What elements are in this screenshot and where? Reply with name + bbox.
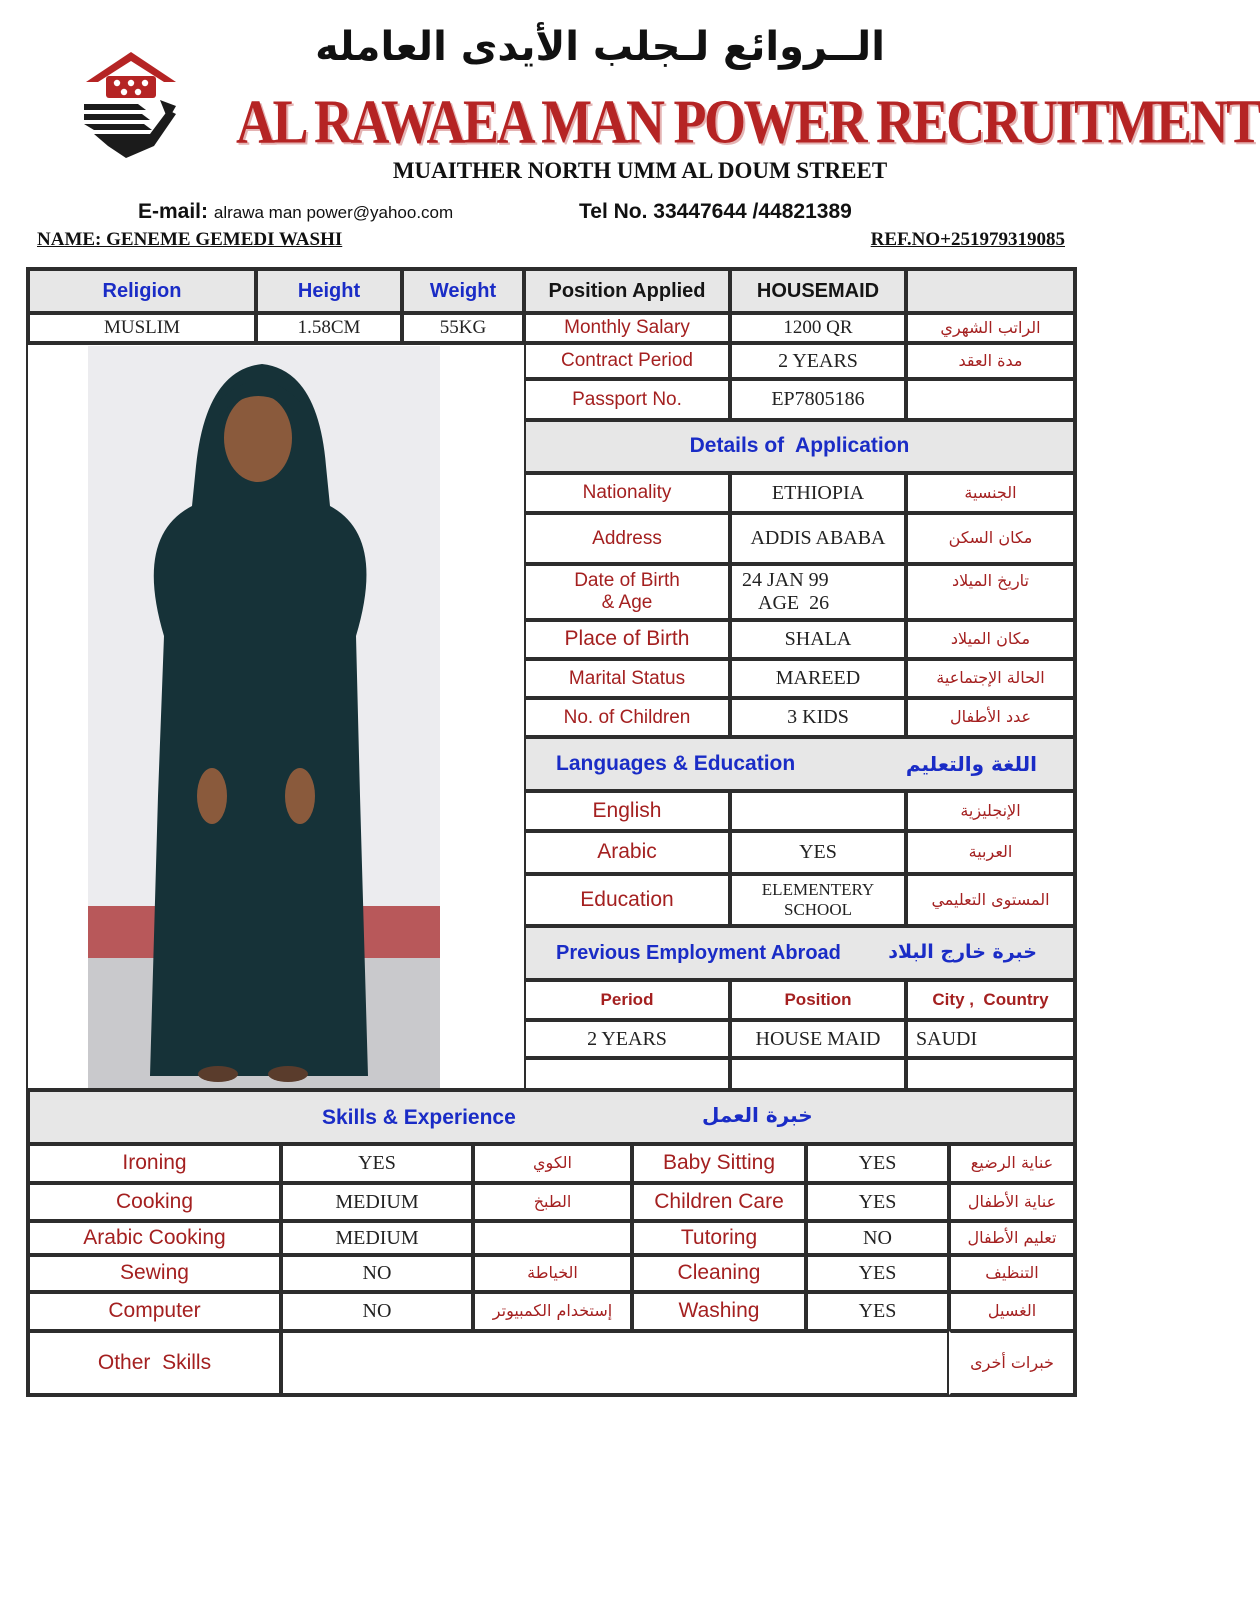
skill-label: Sewing [28,1255,281,1292]
passport-label: Passport No. [524,379,730,420]
employment-city-header: City , Country [906,980,1075,1020]
skill-value: NO [281,1255,473,1292]
skill-label-arabic: الغسيل [949,1292,1075,1331]
telephone: Tel No. 33447644 /44821389 [579,200,852,223]
company-name-arabic: الــروائع لـجلب الأيدى العامله [315,24,885,70]
weight-value: 55KG [402,313,524,343]
contract-period-arabic: مدة العقد [906,343,1075,379]
previous-employment-heading [524,926,1075,980]
skill-value: MEDIUM [281,1183,473,1221]
salary-value: 1200 QR [730,313,906,343]
languages-education-title-arabic: اللغة والتعليم [905,751,1037,776]
dob-value [730,564,906,620]
dob-date: 24 JAN 99 [742,569,829,591]
skill-value: YES [806,1292,949,1331]
skill-value: MEDIUM [281,1221,473,1255]
other-skills-value [281,1331,949,1395]
other-skills-arabic: خبرات أخرى [949,1331,1075,1395]
skill-value: YES [281,1144,473,1183]
skill-label-arabic: الخياطة [473,1255,632,1292]
skill-label-arabic: الكوي [473,1144,632,1183]
english-value [730,791,906,831]
company-address: MUAITHER NORTH UMM AL DOUM STREET [392,158,888,183]
employment-period-header: Period [524,980,730,1020]
company-logo [80,50,182,162]
dob-label-line2: & Age [601,592,653,613]
arabic-label: Arabic [524,831,730,874]
skill-label: Ironing [28,1144,281,1183]
marital-status-value: MAREED [730,659,906,698]
dob-arabic: تاريخ الميلاد [906,564,1075,620]
employment-empty-cell [906,1058,1075,1090]
skill-label-arabic: إستخدام الكمبيوتر [473,1292,632,1331]
skill-label: Computer [28,1292,281,1331]
arabic-value: YES [730,831,906,874]
marital-status-label: Marital Status [524,659,730,698]
children-arabic: عدد الأطفال [906,698,1075,737]
candidate-photo [88,346,440,1088]
reference-number: REF.NO+251979319085 [870,229,1065,250]
empty-header-cell [906,269,1075,313]
languages-education-heading [524,737,1075,791]
address-value: ADDIS ABABA [730,513,906,564]
religion-value: MUSLIM [28,313,256,343]
employment-period-value: 2 YEARS [524,1020,730,1058]
address-label: Address [524,513,730,564]
nationality-arabic: الجنسية [906,473,1075,513]
previous-employment-title: Previous Employment Abroad [556,941,841,964]
skill-label-arabic: تعليم الأطفال [949,1221,1075,1255]
skill-label-arabic: عناية الرضيع [949,1144,1075,1183]
education-value [730,874,906,926]
details-of-application-heading: Details of Application [524,420,1075,473]
dob-label [524,564,730,620]
salary-label: Monthly Salary [524,313,730,343]
skill-label-arabic: التنظيف [949,1255,1075,1292]
skill-label-arabic: عناية الأطفال [949,1183,1075,1221]
skill-label: Cooking [28,1183,281,1221]
skill-label: Baby Sitting [632,1144,806,1183]
employment-position-header: Position [730,980,906,1020]
height-header: Height [256,269,402,313]
skill-label-arabic [473,1221,632,1255]
education-arabic: المستوى التعليمي [906,874,1075,926]
skill-label: Children Care [632,1183,806,1221]
religion-header: Religion [28,269,256,313]
children-value: 3 KIDS [730,698,906,737]
employment-empty-cell [524,1058,730,1090]
nationality-label: Nationality [524,473,730,513]
place-of-birth-arabic: مكان الميلاد [906,620,1075,659]
education-label: Education [524,874,730,926]
salary-label-arabic: الراتب الشهري [906,313,1075,343]
english-arabic: الإنجليزية [906,791,1075,831]
skill-label-arabic: الطبخ [473,1183,632,1221]
email-line [138,200,453,224]
children-label: No. of Children [524,698,730,737]
email-label: E-mail: [138,200,209,223]
passport-empty-cell [906,379,1075,420]
company-name: AL RAWAEA MAN POWER RECRUITMENT [236,87,1260,157]
education-value-line1: ELEMENTERY [761,880,875,900]
skill-label: Arabic Cooking [28,1221,281,1255]
employment-empty-cell [730,1058,906,1090]
skill-value: YES [806,1183,949,1221]
skill-label: Cleaning [632,1255,806,1292]
languages-education-title: Languages & Education [556,751,796,775]
position-applied-value: HOUSEMAID [730,269,906,313]
passport-value: EP7805186 [730,379,906,420]
skill-value: YES [806,1255,949,1292]
position-applied-header: Position Applied [524,269,730,313]
skill-value: NO [281,1292,473,1331]
place-of-birth-value: SHALA [730,620,906,659]
previous-employment-title-arabic: خبرة خارج البلاد [888,941,1037,964]
marital-status-arabic: الحالة الإجتماعية [906,659,1075,698]
nationality-value: ETHIOPIA [730,473,906,513]
skill-label: Washing [632,1292,806,1331]
skill-value: NO [806,1221,949,1255]
skills-experience-heading [28,1090,1075,1144]
english-label: English [524,791,730,831]
employment-position-value: HOUSE MAID [730,1020,906,1058]
candidate-name: NAME: GENEME GEMEDI WASHI [37,229,343,250]
arabic-arabic: العربية [906,831,1075,874]
dob-label-line1: Date of Birth [574,570,680,592]
contract-period-label: Contract Period [524,343,730,379]
other-skills-label: Other Skills [28,1331,281,1395]
contract-period-value: 2 YEARS [730,343,906,379]
skill-label: Tutoring [632,1221,806,1255]
place-of-birth-label: Place of Birth [524,620,730,659]
email-value: alrawa man power@yahoo.com [213,203,454,222]
height-value: 1.58CM [256,313,402,343]
skills-experience-title: Skills & Experience [322,1106,516,1129]
skills-experience-title-arabic: خبرة العمل [702,1103,813,1127]
skill-value: YES [806,1144,949,1183]
education-value-line2: SCHOOL [783,900,852,919]
address-arabic: مكان السكن [906,513,1075,564]
age-value: AGE 26 [758,592,830,614]
employment-country-value: SAUDI [906,1020,1075,1058]
weight-header: Weight [402,269,524,313]
